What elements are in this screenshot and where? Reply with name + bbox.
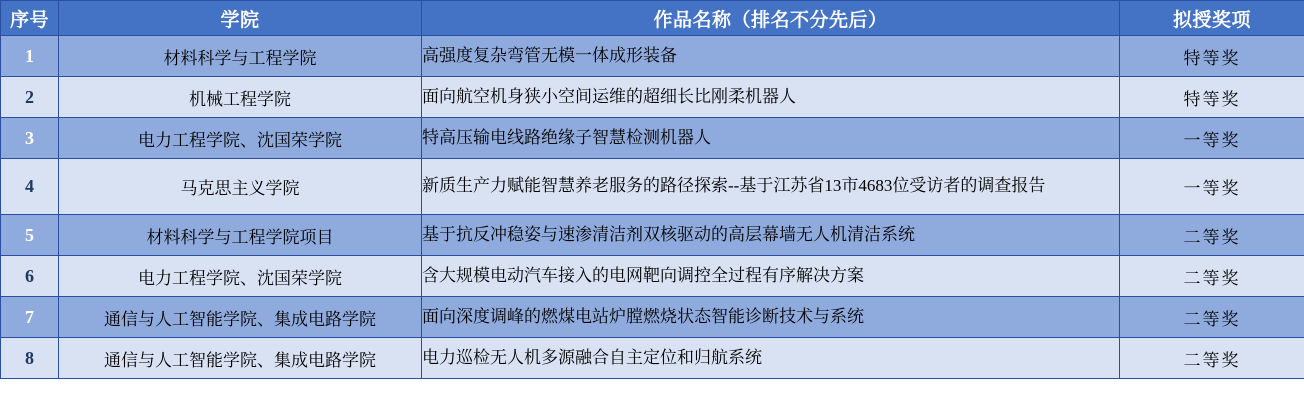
cell-award: 特等奖 <box>1120 36 1304 77</box>
cell-award: 特等奖 <box>1120 77 1304 118</box>
cell-seq: 3 <box>1 118 59 159</box>
table-row <box>1 159 1304 215</box>
cell-college: 材料科学与工程学院 <box>59 36 422 77</box>
cell-seq: 2 <box>1 77 59 118</box>
column-header-work: 作品名称（排名不分先后） <box>422 1 1120 36</box>
cell-seq: 1 <box>1 36 59 77</box>
cell-seq: 8 <box>1 338 59 379</box>
cell-award: 二等奖 <box>1120 338 1304 379</box>
cell-seq: 4 <box>1 159 59 215</box>
cell-work: 面向航空机身狭小空间运维的超细长比刚柔机器人 <box>422 77 1120 118</box>
table-row <box>1 215 1304 256</box>
cell-seq: 6 <box>1 256 59 297</box>
cell-college: 通信与人工智能学院、集成电路学院 <box>59 338 422 379</box>
cell-seq: 5 <box>1 215 59 256</box>
table-header-row <box>1 1 1304 36</box>
cell-work: 含大规模电动汽车接入的电网靶向调控全过程有序解决方案 <box>422 256 1120 297</box>
cell-college: 材料科学与工程学院项目 <box>59 215 422 256</box>
table-body <box>1 36 1304 379</box>
cell-college: 电力工程学院、沈国荣学院 <box>59 118 422 159</box>
table-row <box>1 77 1304 118</box>
table-row <box>1 256 1304 297</box>
cell-award: 一等奖 <box>1120 159 1304 215</box>
column-header-award: 拟授奖项 <box>1120 1 1304 36</box>
cell-college: 马克思主义学院 <box>59 159 422 215</box>
cell-work: 高强度复杂弯管无模一体成形装备 <box>422 36 1120 77</box>
table-row <box>1 36 1304 77</box>
cell-award: 二等奖 <box>1120 297 1304 338</box>
cell-seq: 7 <box>1 297 59 338</box>
table-row <box>1 297 1304 338</box>
table-row <box>1 338 1304 379</box>
column-header-college: 学院 <box>59 1 422 36</box>
cell-work: 基于抗反冲稳姿与速渗清洁剂双核驱动的高层幕墙无人机清洁系统 <box>422 215 1120 256</box>
cell-award: 二等奖 <box>1120 256 1304 297</box>
table-row <box>1 118 1304 159</box>
column-header-seq: 序号 <box>1 1 59 36</box>
cell-college: 通信与人工智能学院、集成电路学院 <box>59 297 422 338</box>
table-header <box>1 1 1304 36</box>
cell-work: 电力巡检无人机多源融合自主定位和归航系统 <box>422 338 1120 379</box>
cell-college: 电力工程学院、沈国荣学院 <box>59 256 422 297</box>
cell-award: 一等奖 <box>1120 118 1304 159</box>
cell-college: 机械工程学院 <box>59 77 422 118</box>
cell-award: 二等奖 <box>1120 215 1304 256</box>
cell-work: 面向深度调峰的燃煤电站炉膛燃烧状态智能诊断技术与系统 <box>422 297 1120 338</box>
cell-work: 特高压输电线路绝缘子智慧检测机器人 <box>422 118 1120 159</box>
cell-work: 新质生产力赋能智慧养老服务的路径探索--基于江苏省13市4683位受访者的调查报告 <box>422 159 1120 215</box>
